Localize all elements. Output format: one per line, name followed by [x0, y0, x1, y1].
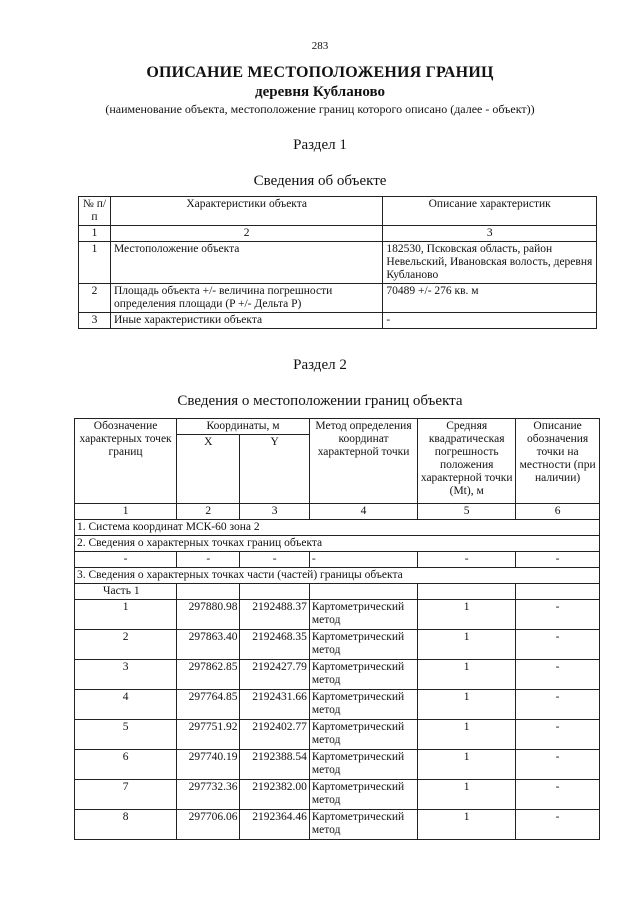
header-precision: Средняя квадратическая погрешность положения характерной точки (Mt), м: [418, 419, 516, 504]
header-cell: № п/п: [79, 197, 111, 226]
coordinate-y: 2192427.79: [240, 660, 309, 690]
header-point: Обозначение характерных точек границ: [75, 419, 177, 504]
coordinate-x: 297706.06: [177, 810, 240, 840]
section1-heading: Сведения об объекте: [253, 173, 387, 189]
dash-cell: -: [177, 552, 240, 568]
table-row: [75, 600, 600, 630]
precision: 1: [418, 600, 516, 630]
method: Картометрический метод: [309, 720, 417, 750]
table-row: [79, 284, 597, 313]
section2-heading: Сведения о местоположении границ объекта: [177, 393, 463, 409]
point-description: -: [516, 810, 600, 840]
dash-cell: -: [418, 552, 516, 568]
dash-cell: -: [309, 552, 417, 568]
method: Картометрический метод: [309, 690, 417, 720]
point-description: -: [516, 750, 600, 780]
column-number: 4: [309, 504, 417, 520]
method: Картометрический метод: [309, 810, 417, 840]
header-y: Y: [240, 435, 309, 504]
points-heading: 2. Сведения о характерных точках границ объекта: [75, 536, 600, 552]
dash-cell: -: [516, 552, 600, 568]
characteristic-name: Иные характеристики объекта: [110, 313, 382, 329]
coordinate-x: 297862.85: [177, 660, 240, 690]
table-row: [75, 660, 600, 690]
part-label-row: [75, 584, 600, 600]
coordinate-x: 297740.19: [177, 750, 240, 780]
points-heading-row: [75, 536, 600, 552]
dash-row: [75, 552, 600, 568]
point-number: 6: [75, 750, 177, 780]
table-header-row: [79, 197, 597, 226]
coordinate-x: 297732.36: [177, 780, 240, 810]
header-description: Описание обозначения точки на местности (при наличии): [516, 419, 600, 504]
row-number: 1: [79, 242, 111, 284]
point-number: 7: [75, 780, 177, 810]
section2-title: Раздел 2: [293, 357, 347, 373]
method: Картометрический метод: [309, 600, 417, 630]
point-number: 4: [75, 690, 177, 720]
coordinate-x: 297880.98: [177, 600, 240, 630]
points-body: [75, 600, 600, 840]
table-header-row: [75, 419, 600, 435]
characteristic-value: -: [383, 313, 597, 329]
method: Картометрический метод: [309, 750, 417, 780]
column-number-row: [79, 226, 597, 242]
header-x: X: [177, 435, 240, 504]
precision: 1: [418, 660, 516, 690]
precision: 1: [418, 810, 516, 840]
dash-cell: -: [75, 552, 177, 568]
header-coordinates: Координаты, м: [177, 419, 310, 435]
coordinate-y: 2192388.54: [240, 750, 309, 780]
column-number: 3: [383, 226, 597, 242]
coordinate-y: 2192402.77: [240, 720, 309, 750]
column-number: 5: [418, 504, 516, 520]
column-number: 3: [240, 504, 309, 520]
header-cell: Описание характеристик: [383, 197, 597, 226]
precision: 1: [418, 690, 516, 720]
characteristic-name: Площадь объекта +/- величина погрешности определения площади (P +/- Дельта P): [110, 284, 382, 313]
column-number: 1: [75, 504, 177, 520]
point-description: -: [516, 600, 600, 630]
header-method: Метод определения координат характерной точки: [309, 419, 417, 504]
coordinate-x: 297863.40: [177, 630, 240, 660]
method: Картометрический метод: [309, 780, 417, 810]
object-info-table: [78, 196, 597, 329]
coordinate-x: 297751.92: [177, 720, 240, 750]
table-row: [75, 810, 600, 840]
document-title: ОПИСАНИЕ МЕСТОПОЛОЖЕНИЯ ГРАНИЦ: [146, 64, 494, 81]
dash-cell: -: [240, 552, 309, 568]
table-row: [75, 750, 600, 780]
point-number: 5: [75, 720, 177, 750]
point-number: 2: [75, 630, 177, 660]
part-label: Часть 1: [75, 584, 177, 600]
section1-title: Раздел 1: [293, 137, 347, 153]
point-number: 1: [75, 600, 177, 630]
method: Картометрический метод: [309, 630, 417, 660]
parts-heading-row: [75, 568, 600, 584]
point-description: -: [516, 630, 600, 660]
point-description: -: [516, 780, 600, 810]
table-row: [79, 313, 597, 329]
table-row: [75, 630, 600, 660]
column-number: 2: [110, 226, 382, 242]
document-subtitle: деревня Кубланово: [255, 84, 385, 100]
coordinate-y: 2192468.35: [240, 630, 309, 660]
coordinate-y: 2192364.46: [240, 810, 309, 840]
coordinate-y: 2192382.00: [240, 780, 309, 810]
row-number: 3: [79, 313, 111, 329]
column-number: 2: [177, 504, 240, 520]
system-row: [75, 520, 600, 536]
precision: 1: [418, 780, 516, 810]
coordinate-y: 2192431.66: [240, 690, 309, 720]
precision: 1: [418, 630, 516, 660]
characteristic-name: Местоположение объекта: [110, 242, 382, 284]
page-number: 283: [311, 40, 329, 52]
point-number: 8: [75, 810, 177, 840]
coordinate-system: 1. Система координат МСК-60 зона 2: [75, 520, 600, 536]
point-description: -: [516, 690, 600, 720]
table-row: [79, 242, 597, 284]
boundary-points-table: [74, 418, 600, 840]
table-row: [75, 690, 600, 720]
column-number: 6: [516, 504, 600, 520]
parts-heading: 3. Сведения о характерных точках части (частей) границы объекта: [75, 568, 600, 584]
precision: 1: [418, 720, 516, 750]
table-row: [75, 780, 600, 810]
table-row: [75, 720, 600, 750]
column-number-row: [75, 504, 600, 520]
characteristic-value: 182530, Псковская область, район Невельский, Ивановская волость, деревня Кубланово: [383, 242, 597, 284]
coordinate-x: 297764.85: [177, 690, 240, 720]
header-cell: Характеристики объекта: [110, 197, 382, 226]
point-description: -: [516, 720, 600, 750]
row-number: 2: [79, 284, 111, 313]
point-description: -: [516, 660, 600, 690]
column-number: 1: [79, 226, 111, 242]
coordinate-y: 2192488.37: [240, 600, 309, 630]
precision: 1: [418, 750, 516, 780]
point-number: 3: [75, 660, 177, 690]
document-note: (наименование объекта, местоположение границ которого описано (далее - объект)): [105, 102, 535, 116]
characteristic-value: 70489 +/- 276 кв. м: [383, 284, 597, 313]
method: Картометрический метод: [309, 660, 417, 690]
